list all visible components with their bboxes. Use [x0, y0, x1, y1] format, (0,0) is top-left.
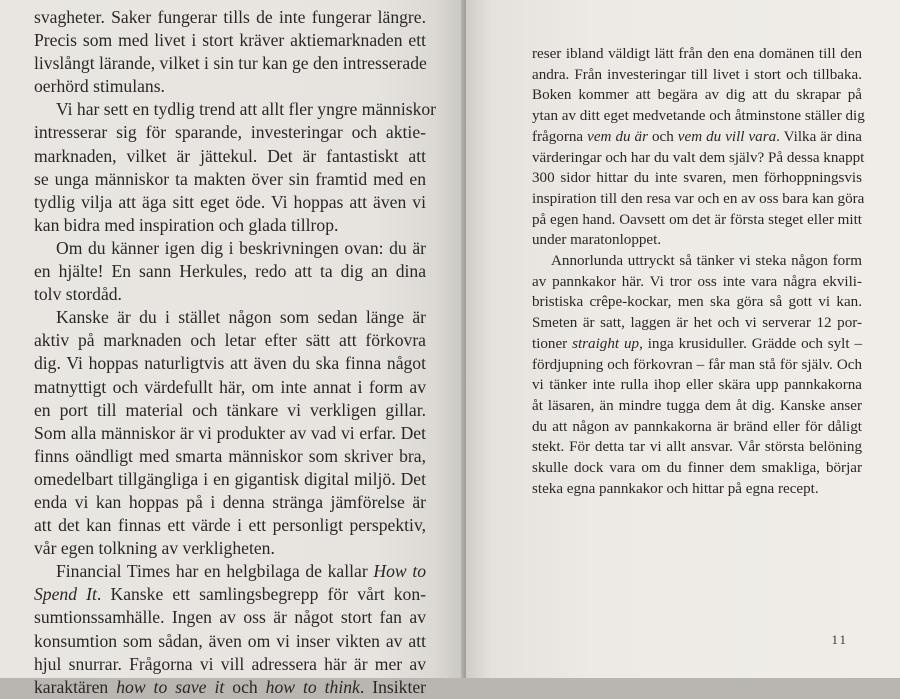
text-line: Smeten är satt, laggen är het och vi serverar 12 por-	[532, 315, 862, 332]
text-line: åt läsaren, än mindre tugga dem åt dig. Kanske anser	[532, 397, 862, 414]
text-line: bristiska crêpe-kockar, men ska göra så gott vi kan.	[532, 294, 862, 311]
text-line: Boken kommer att begära av dig att du skrapar på	[532, 87, 862, 104]
text-line: tydlig vilja att äga sitt eget öde. Vi hoppas att även vi	[34, 191, 426, 212]
text-line: andra. Från investeringar till livet i stort och tillbaka.	[532, 66, 862, 83]
text-line	[532, 127, 862, 148]
text-line: dig. Vi hoppas naturligtvis att även du ska finna något	[34, 353, 426, 374]
italic-phrase: how to think	[265, 676, 360, 697]
text-line: kan bidra med inspiration och glada tillrop.	[34, 214, 339, 235]
text-line: inspiration till den resa var och en av oss bara kan göra	[532, 190, 865, 207]
italic-title: Spend It	[34, 584, 97, 605]
paragraph	[532, 251, 862, 499]
text-run: . Vilka är dina	[776, 128, 863, 145]
text-line: svagheter. Saker fungerar tills de inte fungerar längre.	[34, 7, 426, 27]
paragraph	[34, 98, 437, 237]
text-line: reser ibland väldigt lätt från den ena domänen till den	[532, 46, 862, 62]
text-line: Precis som med livet i stort kräver aktiemarknaden ett	[34, 30, 426, 51]
text-line: aktiv på marknaden och letar efter sätt att förkovra	[34, 330, 426, 351]
text-line: du att någon av pannkakorna är bränd eller för dåligt	[532, 418, 862, 435]
text-line: en hjälte! En sann Herkules, redo att ta dig an dina	[34, 261, 426, 282]
paragraph	[34, 306, 426, 560]
italic-phrase: how to save it	[116, 676, 225, 697]
text-line	[34, 583, 426, 606]
text-line: skulle dock vara om du finner dem smakliga, börjar	[532, 460, 862, 477]
text-line: matnyttigt och värdefullt här, om inte annat i form av	[34, 376, 426, 397]
text-line: livslångt lärande, vilket i sin tur kan ge den intresserade	[34, 53, 427, 74]
paragraph	[34, 560, 426, 699]
text-run: frågorna	[532, 128, 584, 145]
text-line: 300 sidor hittar du inte svaren, men förhoppningsvis	[532, 170, 862, 187]
text-run: och	[651, 128, 674, 145]
text-line: värderingar och har du valt dem själv? På dessa knappt	[532, 149, 865, 166]
text-line: vår egen tolkning av verkligheten.	[34, 538, 275, 559]
text-line: hjul snurrar. Frågorna vi vill adressera här är mer av	[34, 653, 426, 674]
italic-title: How to	[373, 561, 427, 582]
text-run: Financial Times har en helgbilaga de kallar	[56, 561, 368, 582]
right-page	[466, 0, 900, 678]
text-line: vi tänker inte rulla ihop eller skära upp pannkakorna	[532, 377, 862, 394]
text-line: omedelbart tillgängliga i en gigantisk digital miljö. Det	[34, 468, 426, 489]
text-line: sumtionssamhälle. Ingen av oss är något stort fan av	[34, 607, 426, 628]
text-run: . Kanske ett samlingsbegrepp för vårt kon-	[96, 584, 426, 605]
text-line: stekt. För detta tar vi allt ansvar. Vår största belöning	[532, 439, 862, 456]
text-line: Annorlunda uttryckt så tänker vi steka någon form	[551, 253, 862, 270]
text-line: en port till material och tänkare vi verkligen gillar.	[34, 399, 426, 420]
text-line: Vi har sett en tydlig trend att allt fler yngre människor	[56, 99, 437, 120]
text-line: tolv stordåd.	[34, 284, 122, 305]
text-line: se unga människor ta makten över sin framtid med en	[34, 168, 426, 189]
text-line: ytan av ditt eget medvetande och åtminstone ställer dig	[532, 108, 865, 125]
text-line: oerhörd stimulans.	[34, 76, 165, 97]
page-number: 11	[831, 632, 848, 647]
text-line: steka egna pannkakor och hittar på egna recept.	[532, 480, 819, 497]
text-line: Om du känner igen dig i beskrivningen ovan: du är	[56, 237, 426, 258]
paragraph	[34, 237, 426, 306]
italic-phrase: vem du är	[587, 128, 648, 145]
text-line: Som alla människor är vi produkter av vad vi erfar. Det	[34, 422, 426, 443]
text-line: Kanske är du i stället någon som sedan länge är	[56, 307, 426, 328]
italic-phrase: vem du vill vara	[677, 128, 777, 145]
text-line: av pannkakor här. Vi tror oss inte vara några ekvili-	[532, 273, 862, 290]
italic-phrase: straight up	[572, 335, 640, 352]
paragraph	[34, 6, 426, 98]
text-line: konsumtion som sådan, även om vi inser vikten av att	[34, 630, 426, 651]
text-line: på egen hand. Oavsett om det är första steget eller mitt	[532, 211, 862, 228]
text-line: intresserar sig för sparande, investeringar och aktie-	[34, 122, 426, 143]
text-line: att det kan finnas ett värde i ett personligt perspektiv,	[34, 515, 426, 536]
text-line	[34, 676, 426, 699]
text-run: , inga krusiduller. Grädde och sylt –	[639, 335, 862, 352]
text-line: finns oändligt med smarta människor som skriver bra,	[34, 445, 426, 466]
text-run: karaktären	[34, 676, 109, 697]
text-line: under maratonloppet.	[532, 232, 662, 249]
text-line: enda vi kan hoppas på i denna stränga jämförelse är	[34, 491, 426, 512]
paragraph	[532, 44, 865, 251]
text-line: fördjupning och förkovran – får man stå för själv. Och	[532, 356, 862, 373]
text-run: . Insikter	[359, 676, 426, 697]
text-run: och	[232, 676, 258, 697]
text-run: tioner	[532, 335, 568, 352]
text-line	[532, 334, 862, 355]
text-line	[34, 560, 426, 583]
text-line: marknaden, vilket är jättekul. Det är fantastiskt att	[34, 145, 426, 166]
